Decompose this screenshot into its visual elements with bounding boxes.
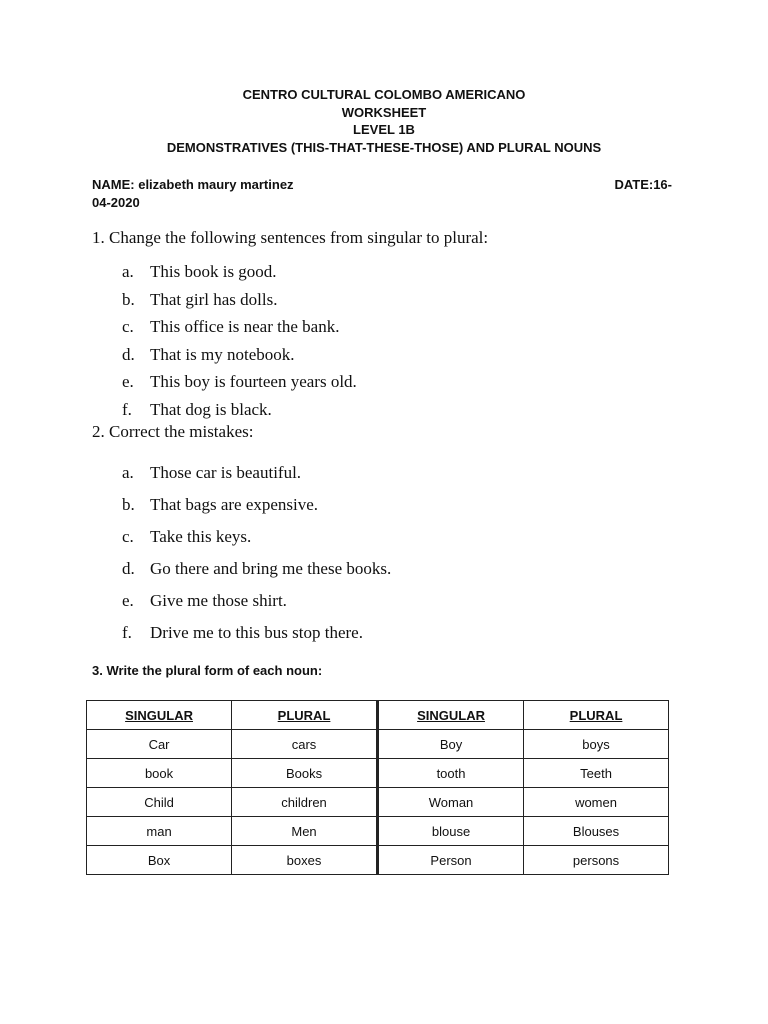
- table-cell: Car: [87, 730, 232, 759]
- table-cell: Teeth: [524, 759, 669, 788]
- list-item: [122, 591, 391, 623]
- item-letter: e.: [122, 372, 134, 391]
- table-cell: persons: [524, 846, 669, 875]
- list-item: [122, 495, 391, 527]
- list-item: [122, 463, 391, 495]
- table-cell: women: [524, 788, 669, 817]
- document-type: WORKSHEET: [341, 104, 427, 120]
- table-cell: book: [87, 759, 232, 788]
- table-cell: Person: [377, 846, 523, 875]
- list-item: [122, 317, 357, 345]
- worksheet-header: [0, 86, 768, 156]
- item-text: That girl has dolls.: [150, 289, 278, 309]
- question-1-title: 1. Change the following sentences from singular to plural:: [92, 228, 489, 247]
- item-letter: a.: [122, 262, 134, 281]
- item-text: That dog is black.: [150, 399, 272, 419]
- item-letter: a.: [122, 463, 134, 482]
- table-cell: blouse: [377, 817, 523, 846]
- question-2-title: 2. Correct the mistakes:: [92, 422, 254, 441]
- table-cell: Blouses: [524, 817, 669, 846]
- item-text: Give me those shirt.: [150, 591, 287, 610]
- table-cell: Boy: [377, 730, 523, 759]
- item-letter: e.: [122, 591, 134, 610]
- table-cell: cars: [232, 730, 378, 759]
- topic-title: DEMONSTRATIVES (THIS-THAT-THESE-THOSE) AND PLURAL NOUNS: [166, 139, 602, 155]
- list-item: [122, 262, 357, 290]
- date-label: DATE:16-: [614, 177, 672, 192]
- student-name: NAME: elizabeth maury martinez: [92, 177, 294, 192]
- item-text: This book is good.: [150, 262, 277, 281]
- table-cell: Books: [232, 759, 378, 788]
- table-cell: boys: [524, 730, 669, 759]
- item-letter: f.: [122, 623, 132, 642]
- item-letter: c.: [122, 317, 134, 336]
- item-letter: d.: [122, 559, 135, 578]
- item-letter: b.: [122, 495, 135, 514]
- table-cell: Box: [87, 846, 232, 875]
- table-row: [87, 730, 669, 759]
- list-item: [122, 527, 391, 559]
- date-continued: 04-2020: [92, 195, 140, 210]
- item-text: That is my notebook.: [150, 344, 295, 364]
- table-cell: Woman: [377, 788, 523, 817]
- column-header-plural: PLURAL: [232, 701, 378, 730]
- institution-title: CENTRO CULTURAL COLOMBO AMERICANO: [242, 87, 526, 102]
- question-2-list: [122, 463, 391, 655]
- item-text: Drive me to this bus stop there.: [150, 623, 363, 642]
- table-cell: man: [87, 817, 232, 846]
- item-text: This boy is fourteen years old.: [150, 372, 357, 391]
- list-item: [122, 559, 391, 591]
- table-cell: tooth: [377, 759, 523, 788]
- table-cell: children: [232, 788, 378, 817]
- table-row: [87, 817, 669, 846]
- column-header-plural: PLURAL: [524, 701, 669, 730]
- table-row: [87, 788, 669, 817]
- list-item: [122, 372, 357, 400]
- table-row: [87, 846, 669, 875]
- item-letter: b.: [122, 289, 135, 309]
- column-header-singular: SINGULAR: [377, 701, 523, 730]
- question-1-list: [122, 262, 357, 427]
- list-item: [122, 290, 357, 318]
- column-header-singular: SINGULAR: [87, 701, 232, 730]
- item-letter: f.: [122, 399, 132, 419]
- item-letter: c.: [122, 527, 134, 546]
- item-text: Those car is beautiful.: [150, 463, 302, 482]
- item-text: Go there and bring me these books.: [150, 559, 392, 578]
- table-row: [87, 759, 669, 788]
- list-item: [122, 345, 357, 373]
- item-text: Take this keys.: [150, 527, 252, 546]
- table-cell: Men: [232, 817, 378, 846]
- level-label: LEVEL 1B: [353, 122, 415, 137]
- table-cell: boxes: [232, 846, 378, 875]
- table-cell: Child: [87, 788, 232, 817]
- list-item: [122, 623, 391, 655]
- item-text: That bags are expensive.: [150, 495, 319, 514]
- item-text: This office is near the bank.: [150, 317, 340, 336]
- plural-nouns-table: [86, 700, 669, 875]
- table-header-row: [87, 701, 669, 730]
- item-letter: d.: [122, 344, 135, 364]
- question-3-title: 3. Write the plural form of each noun:: [92, 663, 323, 678]
